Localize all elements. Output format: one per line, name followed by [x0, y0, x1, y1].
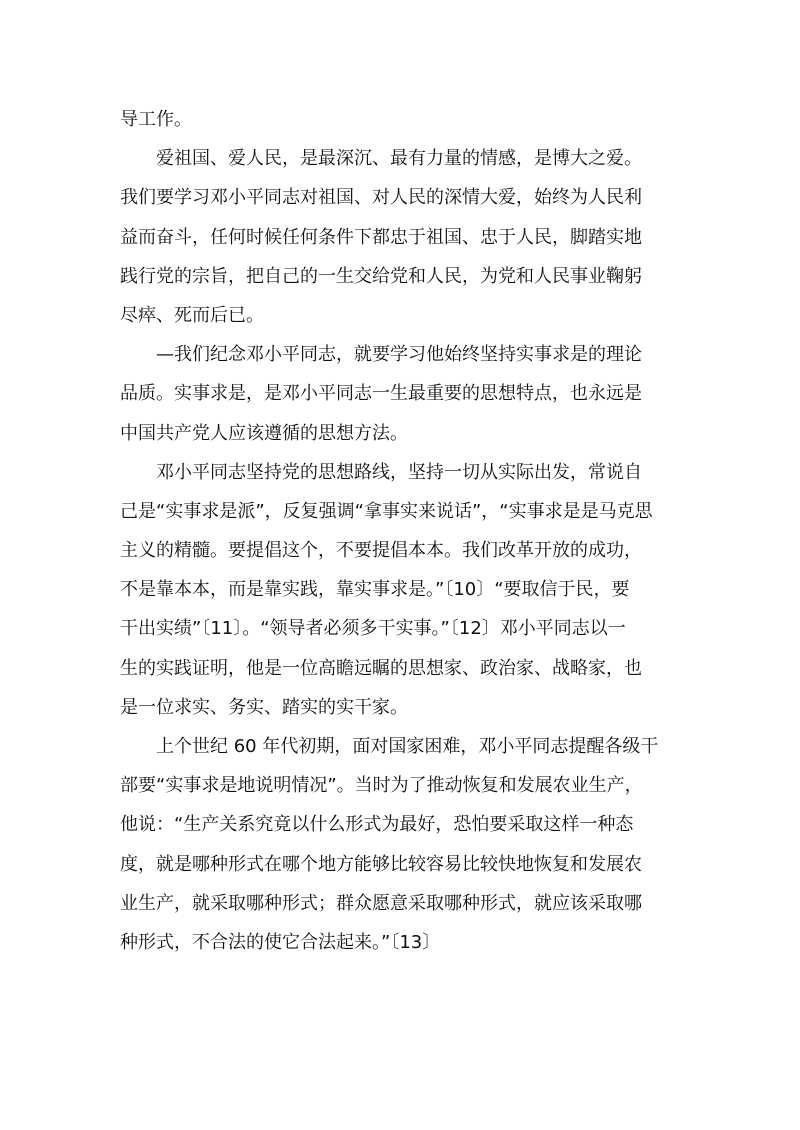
body-text	[120, 100, 680, 962]
text-line: 种形式，不合法的使它合法起来。”〔13〕	[120, 931, 441, 953]
text-line: 中国共产党人应该遵循的思想方法。	[120, 422, 408, 444]
text-line: 干出实绩”〔11〕。“领导者必须多干实事。”〔12〕邓小平同志以一	[120, 618, 626, 640]
text-line: 生的实践证明，他是一位高瞻远瞩的思想家、政治家、战略家，也	[120, 657, 642, 679]
paragraph-first-line: 爱祖国、爱人民，是最深沉、最有力量的情感，是博大之爱。	[156, 148, 642, 170]
text-line: 不是靠本本，而是靠实践，靠实事求是。”〔10〕“要取信于民，要	[120, 579, 630, 601]
text-line: 业生产，就采取哪种形式；群众愿意采取哪种形式，就应该采取哪	[120, 892, 642, 914]
text-line: 我们要学习邓小平同志对祖国、对人民的深情大爱，始终为人民利	[120, 187, 642, 209]
text-line: 导工作。	[120, 109, 192, 130]
text-line: 是一位求实、务实、踏实的实干家。	[120, 696, 408, 718]
text-line: 主义的精髓。要提倡这个，不要提倡本本。我们改革开放的成功，	[120, 540, 642, 562]
text-line: 己是“实事求是派”，反复强调“拿事实来说话”，“实事求是是马克思	[120, 500, 653, 522]
text-line: 部要“实事求是地说明情况”。当时为了推动恢复和发展农业生产，	[120, 775, 643, 797]
text-line: 品质。实事求是，是邓小平同志一生最重要的思想特点，也永远是	[120, 383, 642, 405]
paragraph-first-line: 邓小平同志坚持党的思想路线，坚持一切从实际出发，常说自	[156, 461, 642, 483]
paragraph-first-line: —我们纪念邓小平同志，就要学习他始终坚持实事求是的理论	[156, 344, 642, 366]
text-line: 尽瘁、死而后已。	[120, 304, 264, 326]
text-line: 践行党的宗旨，把自己的一生交给党和人民，为党和人民事业鞠躬	[120, 265, 642, 287]
text-line: 度，就是哪种形式在哪个地方能够比较容易比较快地恢复和发展农	[120, 853, 642, 875]
text-line: 他说：“生产关系究竟以什么形式为最好，恐怕要采取这样一种态	[120, 814, 634, 836]
paragraph-first-line: 上个世纪 60 年代初期，面对国家困难，邓小平同志提醒各级干	[156, 736, 659, 757]
text-line: 益而奋斗，任何时候任何条件下都忠于祖国、忠于人民，脚踏实地	[120, 226, 642, 248]
